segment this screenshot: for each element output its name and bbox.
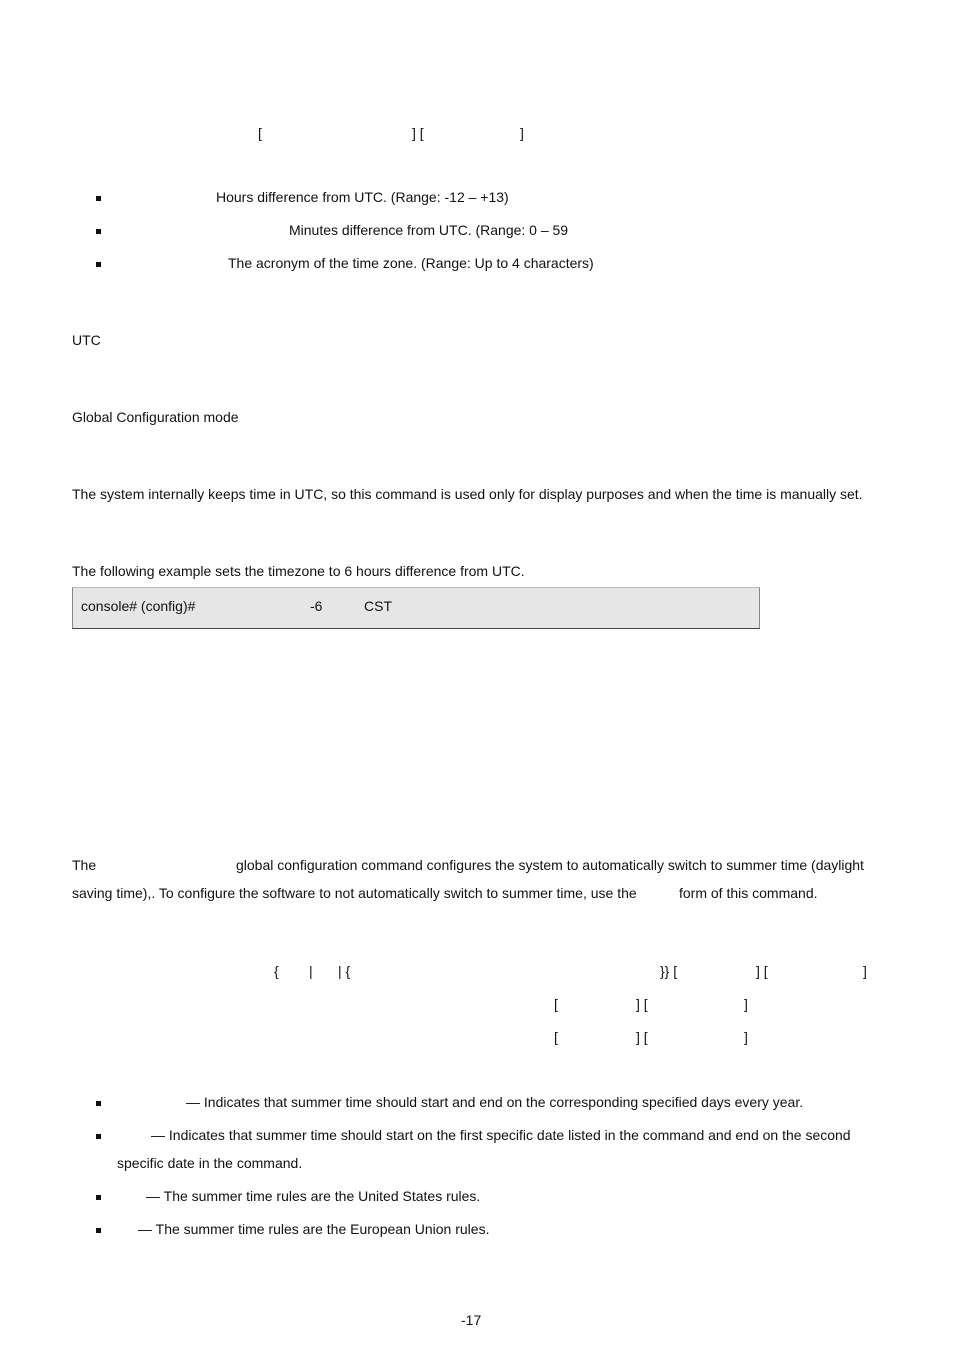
page-number: -17 [461, 1312, 482, 1328]
bullet-icon [96, 1228, 101, 1233]
code-example-box [72, 587, 760, 629]
code-hours: -6 [310, 598, 323, 614]
param-description: specific date in the command. [117, 1155, 303, 1171]
bullet-icon [96, 262, 101, 267]
param-description: — Indicates that summer time should start and end on the corresponding specified days every year. [186, 1094, 804, 1110]
param-description: — Indicates that summer time should start on the first specific date listed in the command and end on the second [151, 1127, 851, 1143]
bullet-icon [96, 1195, 101, 1200]
param-description: — The summer time rules are the European Union rules. [138, 1221, 490, 1237]
default-value: UTC [72, 332, 101, 348]
command-mode: Global Configuration mode [72, 409, 239, 425]
description-text: global configuration command configures the system to automatically switch to summer time (daylight [236, 857, 864, 873]
bullet-icon [96, 1134, 101, 1139]
syntax-bracket: [ [258, 125, 262, 141]
bullet-icon [96, 229, 101, 234]
description-text: saving time),. To configure the software to not automatically switch to summer time, use the [72, 885, 637, 901]
usage-guidelines: The system internally keeps time in UTC, so this command is used only for display purposes and when the time is manually set. [72, 486, 863, 502]
param-description: Hours difference from UTC. (Range: -12 – +13) [216, 189, 509, 205]
syntax-bracket: | [309, 963, 313, 979]
code-prompt: console# (config)# [81, 598, 196, 614]
description-text: form of this command. [679, 885, 818, 901]
syntax-bracket: ] [ [636, 1029, 648, 1045]
param-description: The acronym of the time zone. (Range: Up to 4 characters) [228, 255, 594, 271]
syntax-bracket: [ [554, 1029, 558, 1045]
param-description: — The summer time rules are the United States rules. [146, 1188, 481, 1204]
bullet-icon [96, 196, 101, 201]
description-text: The [72, 857, 97, 873]
syntax-bracket: [ [554, 996, 558, 1012]
example-intro: The following example sets the timezone to 6 hours difference from UTC. [72, 563, 525, 579]
syntax-bracket: { [274, 963, 279, 979]
syntax-bracket: ] [520, 125, 524, 141]
syntax-bracket: ] [863, 963, 867, 979]
code-zone: CST [364, 598, 392, 614]
syntax-bracket: ] [744, 996, 748, 1012]
syntax-bracket: ] [744, 1029, 748, 1045]
syntax-bracket: }} [ [660, 963, 678, 979]
syntax-bracket: | { [338, 963, 351, 979]
param-description: Minutes difference from UTC. (Range: 0 – 59 [289, 222, 569, 238]
syntax-bracket: ] [ [756, 963, 768, 979]
syntax-bracket: ] [ [636, 996, 648, 1012]
syntax-bracket: ] [ [412, 125, 424, 141]
bullet-icon [96, 1101, 101, 1106]
